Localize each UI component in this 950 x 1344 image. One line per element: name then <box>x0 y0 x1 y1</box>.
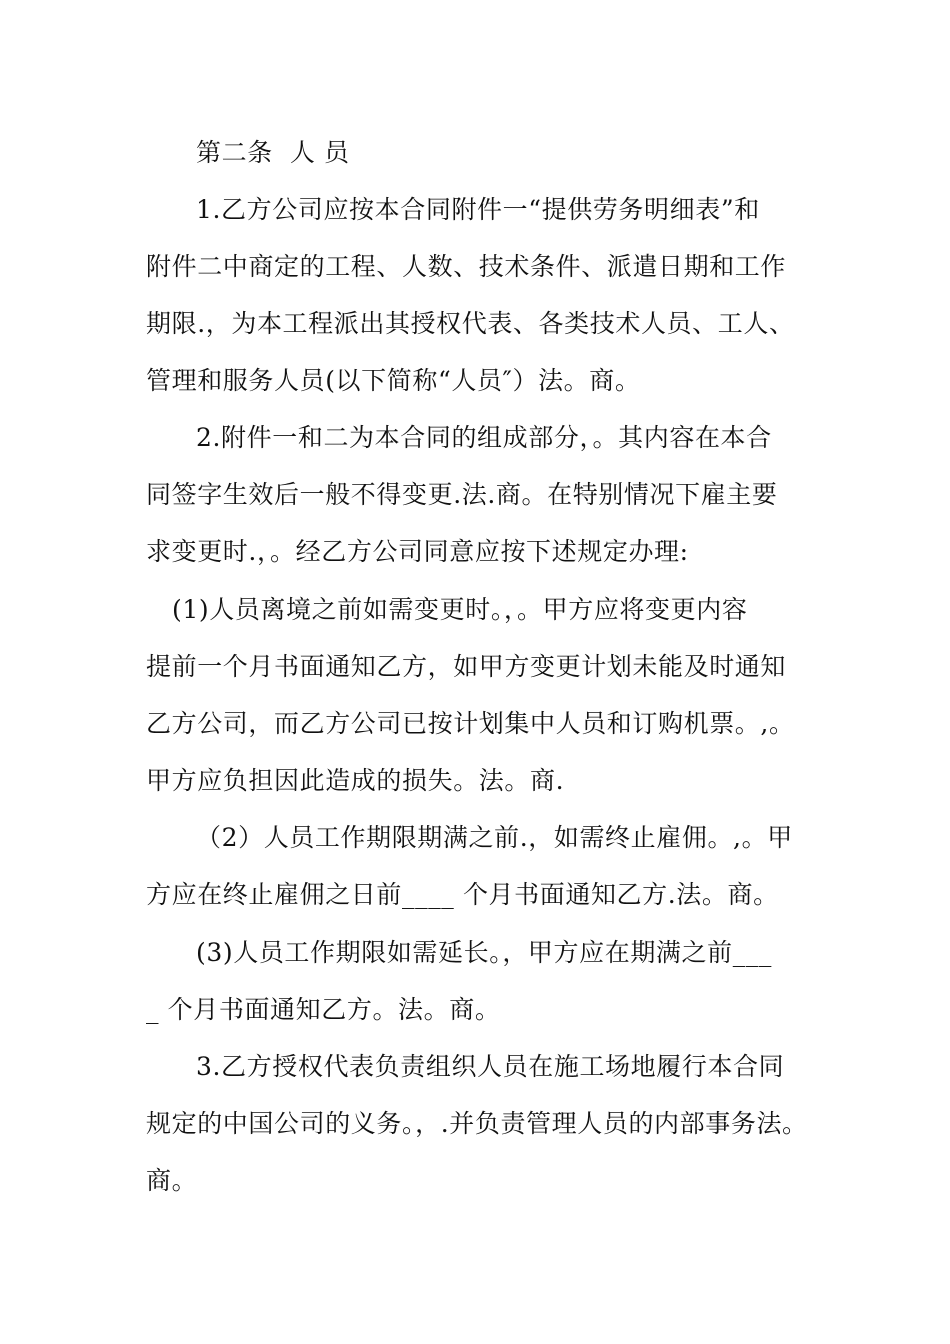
paragraph-line: 甲方应负担因此造成的损失。法。商. <box>146 766 565 795</box>
paragraph-line: 方应在终止雇佣之日前____ 个月书面通知乙方.法。商。 <box>146 880 779 909</box>
paragraph-line: 1.乙方公司应按本合同附件一“提供劳务明细表”和 <box>196 195 760 224</box>
paragraph-line: （2）人员工作期限期满之前.，如需终止雇佣。,。甲 <box>196 823 793 852</box>
paragraph-line: 附件二中商定的工程、人数、技术条件、派遣日期和工作 <box>146 252 787 281</box>
paragraph-line: 2.附件一和二为本合同的组成部分，。其内容在本合 <box>196 423 772 452</box>
paragraph-line: 规定的中国公司的义务。，.并负责管理人员的内部事务法。 <box>146 1109 808 1138</box>
paragraph-line: 期限.，为本工程派出其授权代表、各类技术人员、工人、 <box>146 309 795 338</box>
article-heading: 第二条 人 员 <box>196 138 350 167</box>
paragraph-line: (1)人员离境之前如需变更时。，。甲方应将变更内容 <box>172 595 748 624</box>
paragraph-line: _ 个月书面通知乙方。法。商。 <box>146 995 501 1024</box>
paragraph-line: 同签字生效后一般不得变更.法.商。在特别情况下雇主要 <box>146 480 778 509</box>
paragraph-line: 3.乙方授权代表负责组织人员在施工场地履行本合同 <box>196 1052 785 1081</box>
paragraph-line: (3)人员工作期限如需延长。，甲方应在期满之前___ <box>196 938 773 967</box>
paragraph-line: 商。 <box>146 1166 198 1195</box>
paragraph-line: 管理和服务人员(以下简称“人员″）法。商。 <box>146 366 641 395</box>
paragraph-line: 乙方公司，而乙方公司已按计划集中人员和订购机票。,。 <box>146 709 795 738</box>
paragraph-line: 求变更时.，。经乙方公司同意应按下述规定办理: <box>146 537 689 566</box>
paragraph-line: 提前一个月书面通知乙方，如甲方变更计划未能及时通知 <box>146 652 787 681</box>
